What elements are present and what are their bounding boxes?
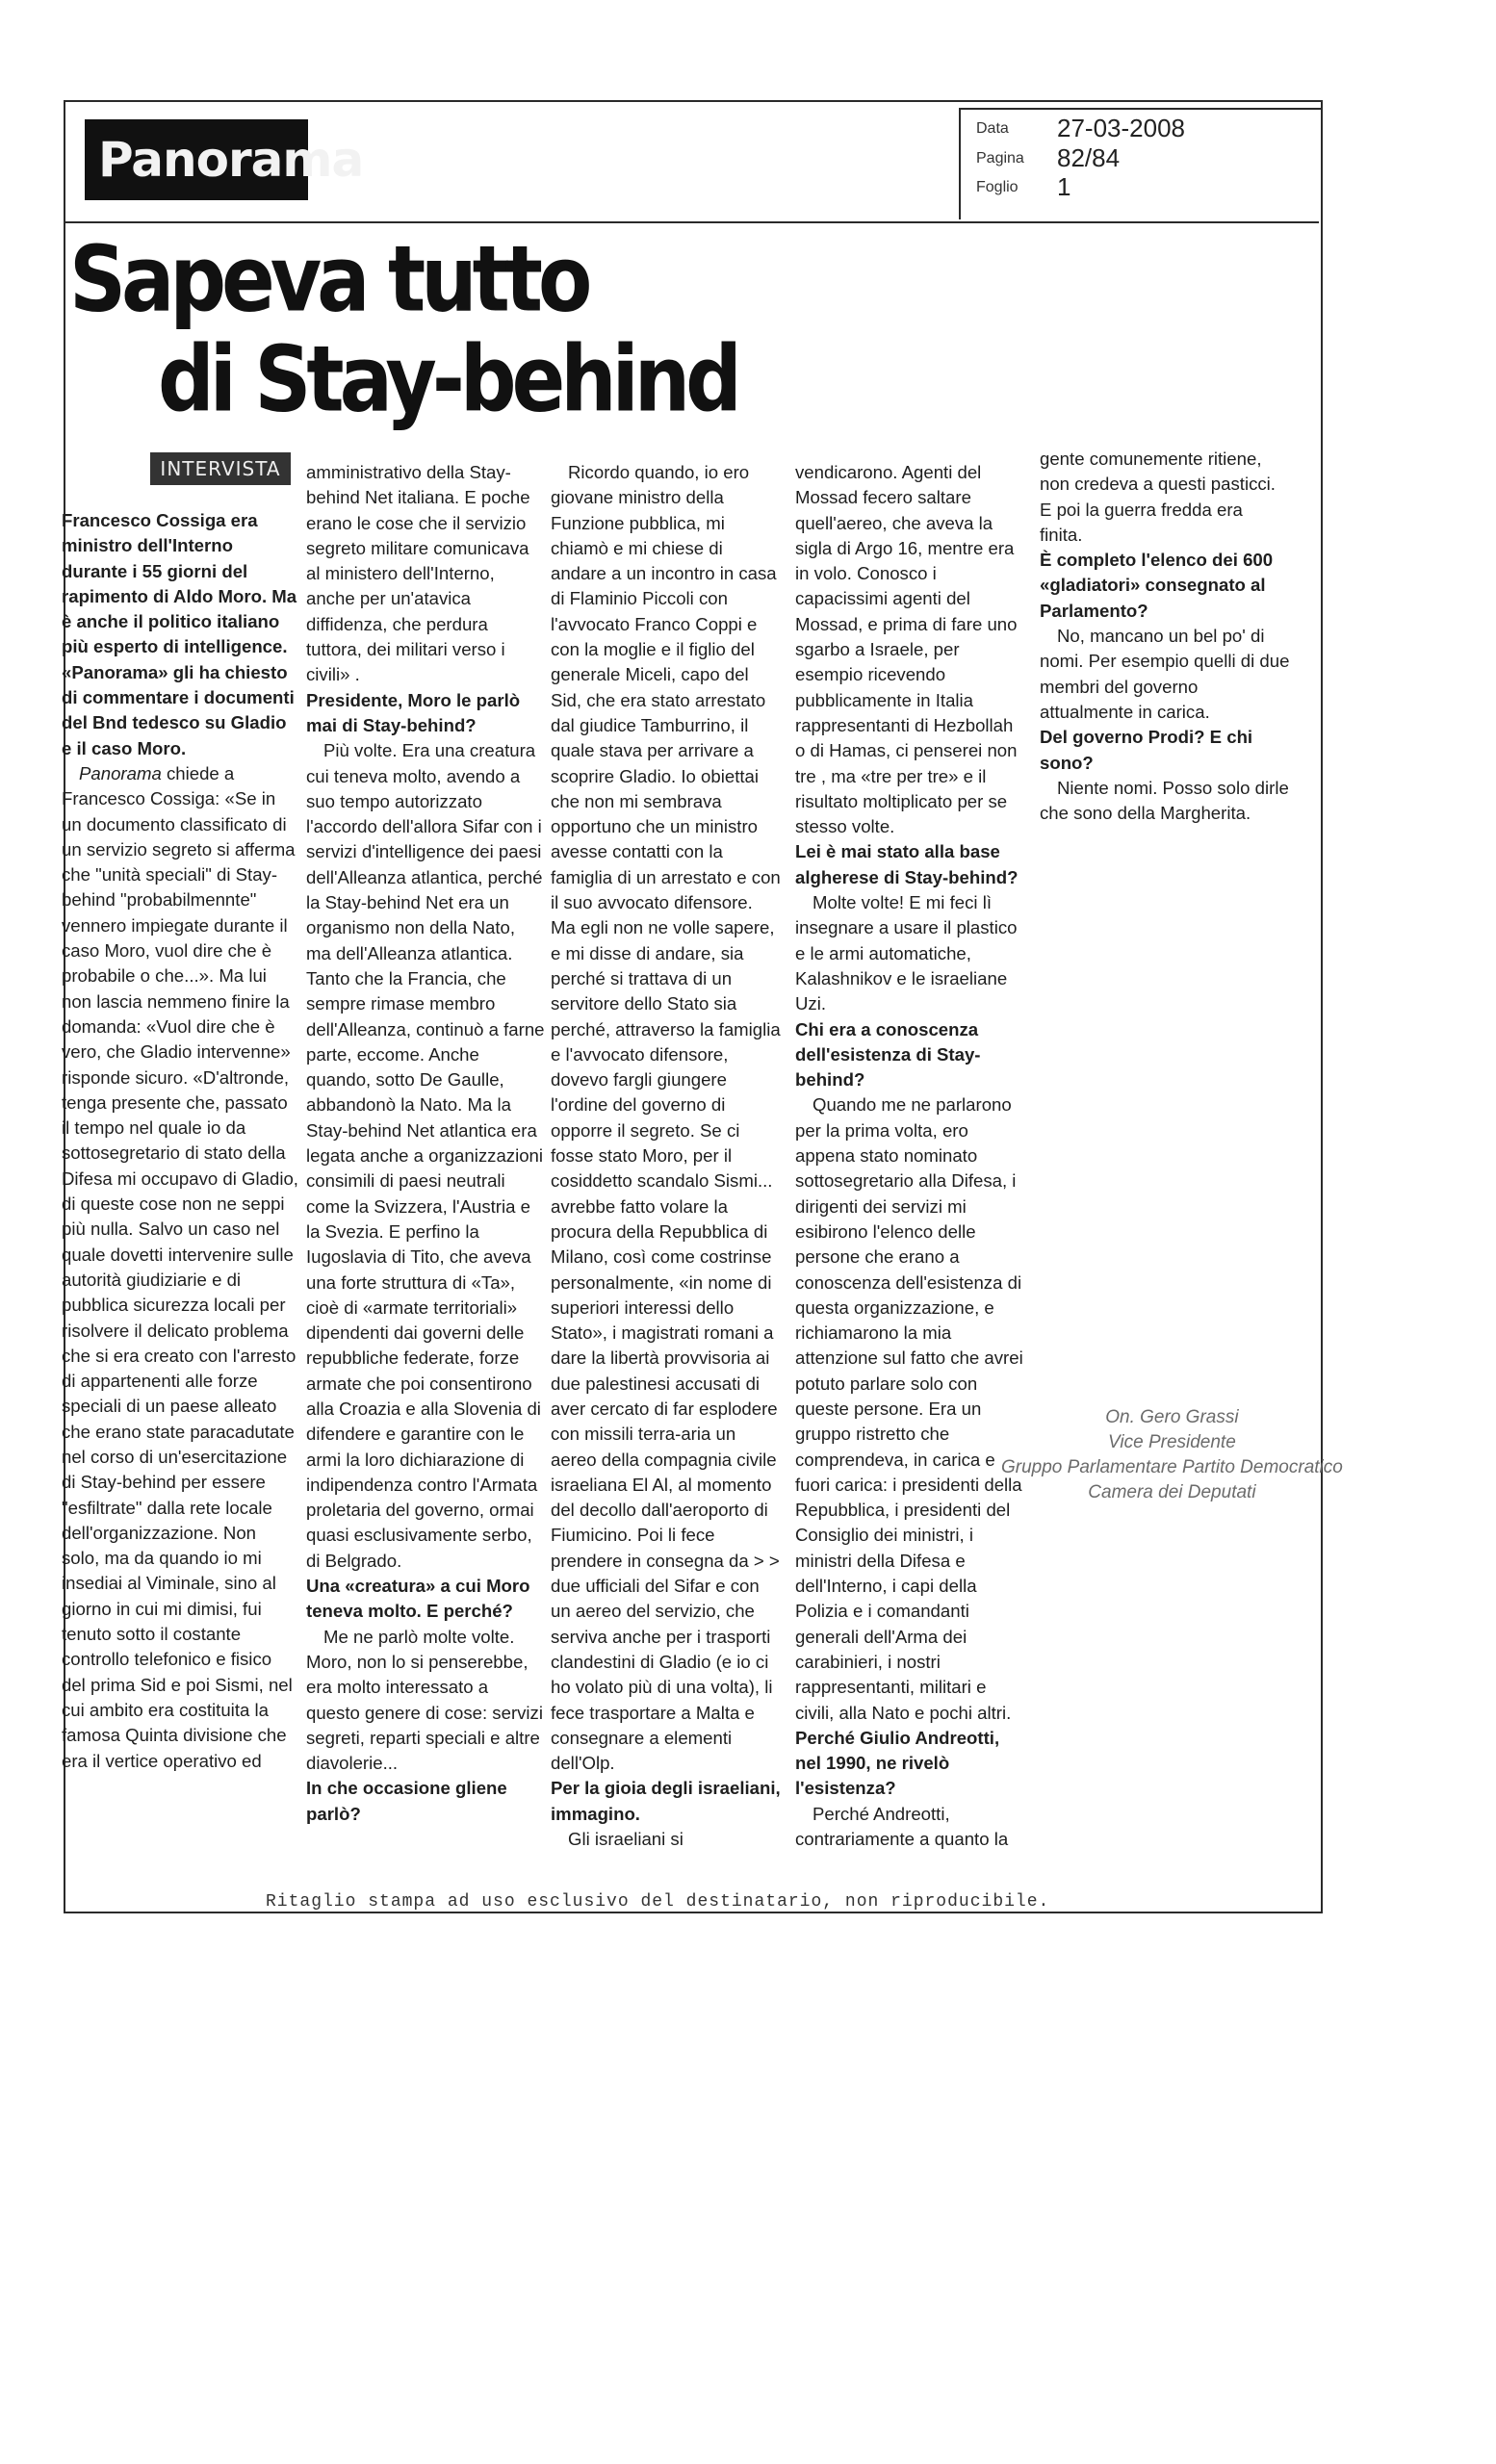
column-4-text-c: Quando me ne parlarono per la prima volta, ero appena stato nominato sottosegretario alla Difesa, i dirigenti dei servizi mi esibirono l'elenco delle persone che erano a conoscenza dell'esistenza di questa organizzazione, e richiamarono la mia attenzione sul fatto che avrei potuto parlare solo con queste persone. Era un gruppo ristretto che comprendeva, in carica e fuori carica: i presidenti della Repubblica, i presidenti del Consiglio dei ministri, i ministri della Difesa e dell'Interno, i capi della Polizia e i comandanti generali dell'Arma dei carabinieri, i nostri rappresentanti, militari e civili, alla Nato e pochi altri.: [795, 1094, 1023, 1723]
question-3: In che occasione gliene parlò?: [306, 1778, 507, 1824]
question-7: Perché Giulio Andreotti, nel 1990, ne rivelò l'esistenza?: [795, 1727, 1000, 1799]
article-column-2: [306, 460, 545, 1827]
question-9: Del governo Prodi? E chi sono?: [1040, 727, 1253, 773]
question-5: Lei è mai stato alla base algherese di Stay-behind?: [795, 841, 1019, 887]
column-4-text-d: Perché Andreotti, contrariamente a quanto la: [795, 1803, 1009, 1850]
question-6: Chi era a conoscenza dell'esistenza di Stay-behind?: [795, 1018, 981, 1091]
column-4-text-b: Molte volte! E mi feci lì insegnare a usare il plastico e le armi automatiche, Kalashnikov e le israeliane Uzi.: [795, 892, 1018, 1014]
column-2-text-b: Più volte. Era una creatura cui teneva molto, avendo a suo tempo autorizzato l'accordo dell'allora Sifar con i servizi d'intelligence dei paesi dell'Alleanza atlantica, perché la Stay-behind Net era un organismo non della Nato, ma dell'Alleanza atlantica. Tanto che la Francia, che sempre rimase membro dell'Alleanza, continuò a farne parte, eccome. Anche quando, sotto De Gaulle, abbandonò la Nato. Ma la Stay-behind Net atlantica era legata anche a organizzazioni consimili di paesi neutrali come la Svizzera, l'Austria e la Svezia. E perfino la Iugoslavia di Tito, che aveva una forte struttura di «Ta», cioè di «armate territoriali» dipendenti dai governi delle repubbliche federate, forze armate che poi consentirono alla Croazia e alla Slovenia di difendere e garantire con le armi la loro dichiarazione di indipendenza contro l'Armata proletaria del governo, ormai quasi esclusivamente serbo, di Belgrado.: [306, 740, 545, 1571]
article-column-3: [551, 460, 782, 1852]
column-2-text-a: amministrativo della Stay-behind Net italiana. E poche erano le cose che il servizio segreto militare comunicava al ministero dell'Interno, anche per un'atavica diffidenza, che perdura tuttora, dei militari verso i civili» .: [306, 462, 530, 685]
article-column-4: [795, 460, 1026, 1852]
clipping-footer: Ritaglio stampa ad uso esclusivo del destinatario, non riproducibile.: [266, 1892, 1050, 1912]
header-divider: [64, 221, 1319, 223]
column-3-text-a: Ricordo quando, io ero giovane ministro della Funzione pubblica, mi chiamò e mi chiese di andare a un incontro in casa di Flaminio Piccoli con l'avvocato Franco Coppi e con la moglie e il figlio del generale Miceli, capo del Sid, che era stato arrestato dal giudice Tamburrino, il quale stava per arrivare a scoprire Gladio. Io obiettai che non mi sembrava opportuno che un ministro avesse contatti con la famiglia di un arrestato e con il suo avvocato difensore. Ma egli non ne volle sapere, e mi disse di andare, sia perché si trattava di un servitore dello Stato sia perché, attraverso la famiglia e l'avvocato difensore, dovevo fargli giungere l'ordine del governo di opporre il segreto. Se ci fosse stato Moro, per il cosiddetto scandalo Sismi... avrebbe fatto volare la procura della Repubblica di Milano, così come costrinse personalmente, «in nome di superiori interessi dello Stato», i magistrati romani a dare la libertà provvisoria ai due palestinesi accusati di aver cercato di far esplodere con missili terra-aria un aereo della compagnia civile israeliana El Al, al momento del decollo dall'aeroporto di Fiumicino. Poi li fece prendere in consegna da > > due ufficiali del Sifar e con un aereo del servizio, che serviva anche per i trasporti clandestini di Gladio (e io ci ho volato più di una volta), li fece trasportare a Malta e consegnare a elementi dell'Olp.: [551, 462, 781, 1774]
column-5-text-c: Niente nomi. Posso solo dirle che sono della Margherita.: [1040, 777, 1289, 824]
date-value: 27-03-2008: [1057, 114, 1185, 142]
question-4: Per la gioia degli israeliani, immagino.: [551, 1778, 781, 1824]
column-5-text-a: gente comunemente ritiene, non credeva a questi pasticci. E poi la guerra fredda era finita.: [1040, 449, 1276, 545]
stamp-group: Gruppo Parlamentare Partito Democratico: [1001, 1457, 1343, 1477]
headline-line-1: Sapeva tutto: [69, 227, 588, 333]
article-lead: Francesco Cossiga era ministro dell'Interno durante i 55 giorni del rapimento di Aldo Moro. Ma è anche il politico italiano più esperto di intelligence. «Panorama» gli ha chiesto di commentare i documenti del Bnd tedesco su Gladio e il caso Moro.: [62, 510, 297, 758]
page-value: 82/84: [1057, 143, 1121, 172]
question-1: Presidente, Moro le parlò mai di Stay-behind?: [306, 689, 521, 735]
column-2-text-c: Me ne parlò molte volte. Moro, non lo si penserebbe, era molto interessato a questo genere di cose: servizi segreti, reparti speciali e altre diavolerie...: [306, 1626, 543, 1774]
stamp-role: Vice Presidente: [1108, 1432, 1236, 1452]
interview-kicker: INTERVISTA: [150, 452, 291, 485]
date-label: Data: [976, 120, 1009, 137]
column-3-text-b: Gli israeliani si: [568, 1829, 684, 1850]
column-1-text: chiede a Francesco Cossiga: «Se in un documento classificato di un servizio segreto si afferma che "unità speciali" di Stay-behind "probabilmennte" vennero impiegate durante il caso Moro, vuol dire che è probabile o che...». Ma lui non lascia nemmeno finire la domanda: «Vuol dire che è vero, che Gladio intervenne» risponde sicuro. «D'altronde, tenga presente che, passato il tempo nel quale io da sottosegretario di stato della Difesa mi occupavo di Gladio, di queste cose non ne seppi più nulla. Salvo un caso nel quale dovetti intervenire sulle autorità giudiziarie e di pubblica sicurezza locali per risolvere il delicato problema che si era creato con l'arresto di appartenenti alle forze speciali di un paese alleato che erano state paracadutate nel corso di un'esercitazione di Stay-behind per essere "esfiltrate" dalla rete locale dell'organizzazione. Non solo, ma da quando io mi insediai al Viminale, sino al giorno in cui mi dimisi, fui tenuto sotto il costante controllo telefonico e fisico del prima Sid e poi Sismi, nel cui ambito era costituita la famosa Quinta divisione che era il vertice operativo ed: [62, 762, 298, 1771]
sheet-value: 1: [1057, 172, 1071, 201]
question-2: Una «creatura» a cui Moro teneva molto. E perché?: [306, 1576, 530, 1622]
column-1-body: [62, 761, 298, 1774]
stamp-chamber: Camera dei Deputati: [1088, 1482, 1256, 1502]
column-4-text-a: vendicarono. Agenti del Mossad fecero saltare quell'aereo, che aveva la sigla di Argo 16, mentre era in volo. Conosco i capacissimi agenti del Mossad, e prima di fare uno sgarbo a Israele, per esempio ricevendo pubblicamente in Italia rappresentanti di Hezbollah o di Hamas, ci penserei non tre , ma «tre per tre» e il risultato moltiplicato per se stesso volte.: [795, 462, 1018, 837]
article-column-5: [1040, 447, 1290, 826]
article-column-1: [62, 508, 298, 1774]
page-label: Pagina: [976, 150, 1024, 167]
deputy-stamp: [1001, 1405, 1343, 1505]
headline-line-2: di Stay-behind: [158, 327, 737, 433]
stamp-name: On. Gero Grassi: [1105, 1407, 1239, 1427]
question-8: È completo l'elenco dei 600 «gladiatori» consegnato al Parlamento?: [1040, 550, 1274, 621]
column-5-text-b: No, mancano un bel po' di nomi. Per esempio quelli di due membri del governo attualmente in carica.: [1040, 626, 1290, 722]
panorama-logo: Panorama: [85, 119, 308, 200]
publication-name: Panorama: [79, 762, 162, 783]
sheet-label: Foglio: [976, 179, 1019, 195]
